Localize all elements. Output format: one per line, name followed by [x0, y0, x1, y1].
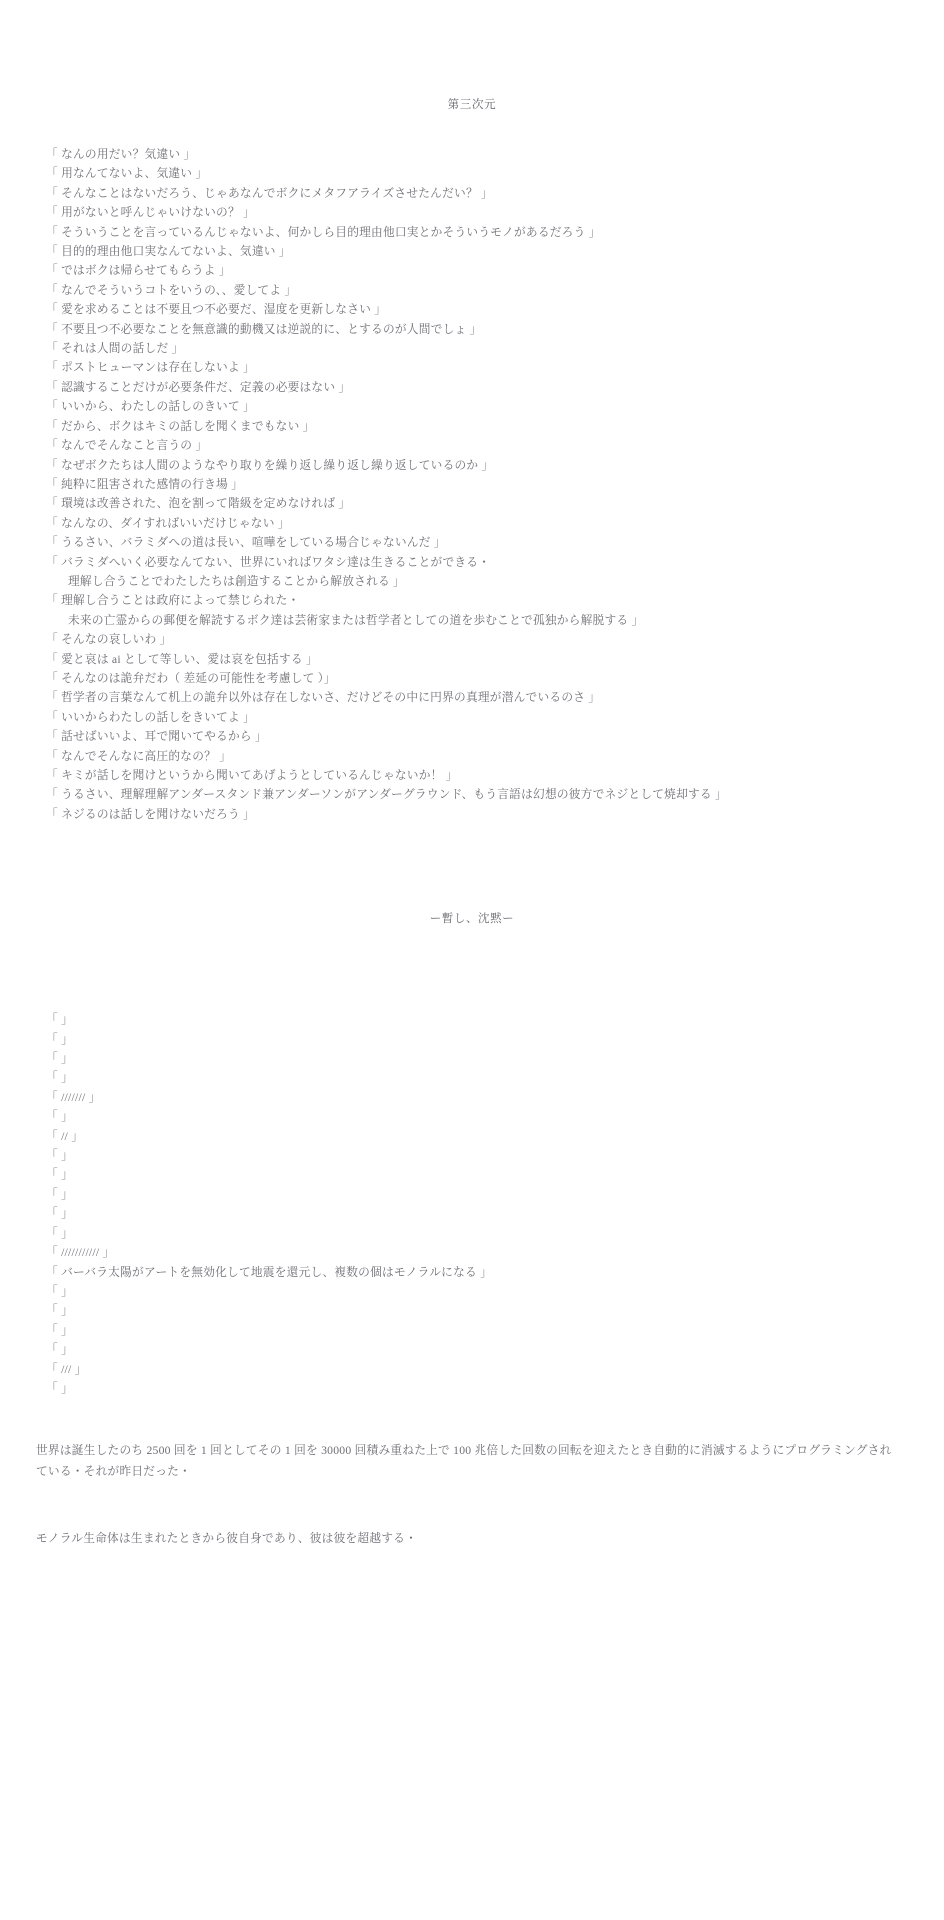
script-line: 理解し合うことでわたしたちは創造することから解放される 」 [68, 574, 405, 588]
script-line: 「 」 [46, 1168, 73, 1182]
script-line: 「 」 [46, 1071, 73, 1085]
script-line: 未来の亡霊からの郵便を解読するボク達は芸術家または哲学者としての道を歩むことで孤独から解脱する 」 [68, 613, 644, 627]
script-line: 「 そんなのは詭弁だわ（ 差延の可能性を考慮して ）」 [46, 671, 336, 685]
script-line: 「 目的的理由他口実なんてないよ、気違い 」 [46, 245, 291, 259]
script-line: 「 用がないと呼んじゃいけないの？ 」 [46, 206, 255, 220]
script-line: 「 」 [46, 1110, 73, 1124]
script-line: 「 ポストヒューマンは存在しないよ 」 [46, 361, 255, 375]
script-line: 「 」 [46, 1226, 73, 1240]
script-line: 「 /////// 」 [46, 1090, 101, 1104]
script-line: 「 バラミダへいく必要なんてない、世界にいればワタシ達は生きることができる・ [46, 555, 491, 569]
script-line: 「 そういうことを言っているんじゃないよ、何かしら目的理由他口実とかそういうモノがあるだろう 」 [46, 225, 601, 239]
silence-block [0, 1010, 944, 1398]
script-line: 「 なんの用だい？気違い 」 [46, 148, 196, 161]
script-line: 「 」 [46, 1304, 73, 1318]
script-line: 「 」 [46, 1032, 73, 1046]
script-line: 「 」 [46, 1149, 73, 1163]
script-line: 「 だから、ボクはキミの話しを聞くまでもない 」 [46, 419, 315, 433]
script-line: 「 環境は改善された、泡を割って階級を定めなければ 」 [46, 497, 351, 511]
script-line: 「 」 [46, 1284, 73, 1298]
script-line: 「 バーバラ太陽がアートを無効化して地震を還元し、複数の個はモノラルになる 」 [46, 1265, 493, 1279]
interlude-text: ー暫し、沈黙ー [429, 913, 515, 926]
script-line: 「 /// 」 [46, 1362, 87, 1376]
script-line: 「 理解し合うことは政府によって禁じられた・ [46, 594, 300, 608]
script-line: 「 純粋に阻害された感情の行き場 」 [46, 477, 244, 491]
script-line: 「 /////////// 」 [46, 1246, 115, 1260]
script-line: 「 不要且つ不必要なことを無意識的動機又は逆説的に、とするのが人間でしょ 」 [46, 322, 482, 336]
page-title: 第三次元 [447, 99, 497, 111]
narration-paragraph: モノラル生命体は生まれたときから彼自身であり、彼は彼を超越する・ [36, 1532, 418, 1546]
script-line: 「 なんでそんなに高圧的なの？ 」 [46, 749, 232, 763]
script-line: 「 ネジるのは話しを聞けないだろう 」 [46, 807, 255, 821]
script-line: 「 」 [46, 1187, 73, 1201]
script-line: 「 いいからわたしの話しをきいてよ 」 [46, 710, 255, 724]
script-line: 「 愛を求めることは不要且つ不必要だ、湿度を更新しなさい 」 [46, 303, 387, 317]
script-line: 「 話せばいいよ、耳で聞いてやるから 」 [46, 730, 267, 744]
script-line: 「 愛と哀は ai として等しい、愛は哀を包括する 」 [46, 652, 318, 666]
script-line: 「 そんなことはないだろう、じゃあなんでボクにメタフアライズさせたんだい？ 」 [46, 186, 493, 200]
script-line: 「 いいから、わたしの話しのきいて 」 [46, 400, 255, 414]
script-line: 「 哲学者の言葉なんて机上の詭弁以外は存在しないさ、だけどその中に円界の真理が潜んでいるのさ 」 [46, 691, 601, 705]
script-line: 「 それは人間の話しだ 」 [46, 342, 184, 356]
script-line: 「 」 [46, 1323, 73, 1337]
script-line: 「 」 [46, 1013, 73, 1027]
script-line: 「 認識することだけが必要条件だ、定義の必要はない 」 [46, 380, 351, 394]
page-tail-spacer [0, 1549, 944, 1769]
script-line: 「 」 [46, 1343, 73, 1357]
script-line: 「 ではボクは帰らせてもらうよ 」 [46, 264, 231, 278]
dialogue-block [0, 145, 944, 824]
narration-block [0, 1440, 944, 1549]
script-line: 「 」 [46, 1052, 73, 1066]
narration-paragraph: 世界は誕生したのち 2500 回を 1 回としてその 1 回を 30000 回積み重ねた上で 100 兆倍した回数の回転を迎えたとき自動的に消滅するようにプログラミングされている・それが昨日だった・ [36, 1444, 892, 1479]
script-line: 「 」 [46, 1381, 73, 1395]
script-line: 「 うるさい、理解理解アンダースタンド兼アンダーソンがアンダーグラウンド、もう言語は幻想の彼方でネジとして焼却する 」 [46, 788, 727, 802]
script-line: 「 キミが話しを聞けというから聞いてあげようとしているんじゃないか！ 」 [46, 769, 458, 782]
script-line: 「 」 [46, 1207, 73, 1221]
script-line: 「 なぜボクたちは人間のようなやり取りを繰り返し繰り返し繰り返しているのか 」 [46, 458, 494, 472]
script-line: 「 そんなの哀しいわ 」 [46, 633, 172, 647]
script-line: 「 用なんてないよ、気違い 」 [46, 167, 208, 181]
script-line: 「 なんでそんなこと言うの 」 [46, 439, 208, 453]
script-line: 「 なんなの、ダイすればいいだけじゃない 」 [46, 516, 290, 530]
script-line: 「 なんでそういうコトをいうの、、愛してよ 」 [46, 283, 297, 297]
script-line: 「 うるさい、バラミダへの道は長い、喧嘩をしている場合じゃないんだ 」 [46, 536, 446, 550]
script-line: 「 // 」 [46, 1129, 84, 1143]
